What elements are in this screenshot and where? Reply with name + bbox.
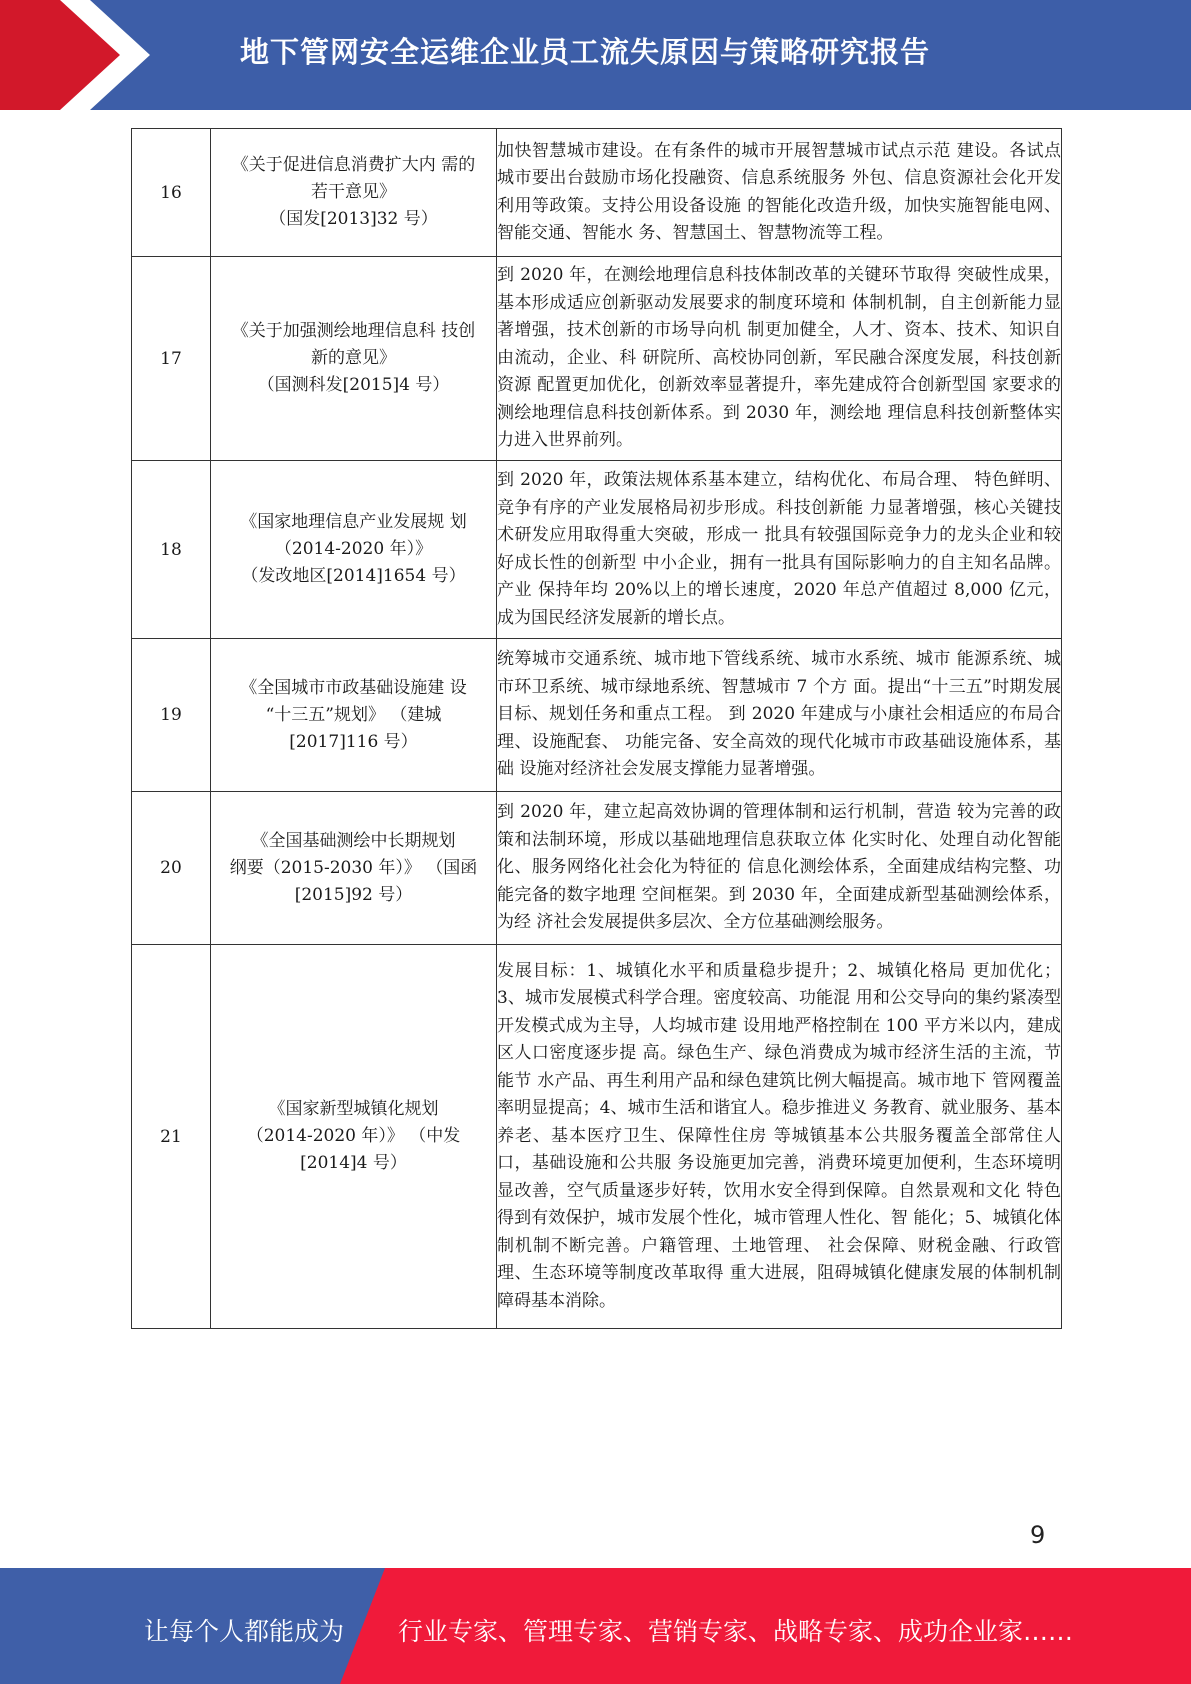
policy-content: 到 2020 年，在测绘地理信息科技体制改革的关键环节取得 突破性成果，基本形成适应创新驱动发展要求的制度环境和 体制机制，自主创新能力显著增强，技术创新的市场导向机 制更加健全，人才、资本、技术、知识自由流动，企业、科 研院所、高校协同创新，军民融合深度发展，科技创新资源 配置更加优化，创新效率显著提升，率先建成符合创新型国 家要求的测绘地理信息科技创新体系。到 2030 年，测绘地 理信息科技创新整体实力进入世界前列。 (497, 257, 1062, 461)
table-row (132, 639, 1062, 792)
table-row (132, 945, 1062, 1329)
policy-document-name (211, 257, 497, 461)
document-name-line: （2014-2020 年）》 （中发 (246, 1126, 461, 1146)
policy-document-name (211, 945, 497, 1329)
footer-slogan-left: 让每个人都能成为 (144, 1617, 345, 1646)
document-name-line: 《关于促进信息消费扩大内 需的 (231, 155, 476, 175)
policy-content: 加快智慧城市建设。在有条件的城市开展智慧城市试点示范 建设。各试点城市要出台鼓励市场化投融资、信息系统服务 外包、信息资源社会化开发利用等政策。支持公用设备设施 的智能化改造升级，加快实施智能电网、智能交通、智能水 务、智慧国土、智慧物流等工程。 (497, 129, 1062, 257)
document-name-line: [2014]4 号） (300, 1153, 407, 1173)
policy-content: 到 2020 年，建立起高效协调的管理体制和运行机制，营造 较为完善的政策和法制环境，形成以基础地理信息获取立体 化实时化、处理自动化智能化、服务网络化社会化为特征的 信息化测绘体系，全面建成结构完整、功能完备的数字地理 空间框架。到 2030 年，全面建成新型基础测绘体系，为经 济社会发展提供多层次、全方位基础测绘服务。 (497, 792, 1062, 945)
document-name-line: （国发[2013]32 号） (269, 209, 438, 229)
policy-document-name (211, 639, 497, 792)
policy-content: 统筹城市交通系统、城市地下管线系统、城市水系统、城市 能源系统、城市环卫系统、城市绿地系统、智慧城市 7 个方 面。提出“十三五”时期发展目标、规划任务和重点工程。 到 2020 年建成与小康社会相适应的布局合理、设施配套、 功能完备、安全高效的现代化城市市政基础设施体系，基础 设施对经济社会发展支撑能力显著增强。 (497, 639, 1062, 792)
page-header (0, 0, 1191, 110)
row-number: 21 (132, 945, 211, 1329)
document-name-line: 《关于加强测绘地理信息科 技创 (231, 321, 476, 341)
footer-slogan-right: 行业专家、管理专家、营销专家、战略专家、成功企业家…… (398, 1617, 1074, 1646)
table-row (132, 792, 1062, 945)
report-title: 地下管网安全运维企业员工流失原因与策略研究报告 (240, 35, 931, 69)
row-number: 16 (132, 129, 211, 257)
document-name-line: （发改地区[2014]1654 号） (241, 566, 466, 586)
document-name-line: 《全国基础测绘中长期规划 (251, 830, 456, 851)
table-row (132, 129, 1062, 257)
policy-document-name (211, 461, 497, 639)
document-name-line: [2017]116 号） (289, 731, 418, 752)
document-name-line: （国测科发[2015]4 号） (257, 375, 450, 395)
document-name-line: 新的意见》 (311, 348, 396, 368)
row-number: 17 (132, 257, 211, 461)
row-number: 18 (132, 461, 211, 639)
policy-document-name (211, 792, 497, 945)
document-name-line: “十三五”规划》 （建城 (265, 704, 442, 725)
policy-table (131, 128, 1062, 1329)
policy-document-name (211, 129, 497, 257)
document-name-line: 《国家地理信息产业发展规 划 (240, 512, 467, 532)
table-row (132, 257, 1062, 461)
document-name-line: 若干意见》 (311, 182, 396, 202)
document-name-line: 纲要（2015-2030 年）》 （国函 (229, 857, 478, 878)
page-number: 9 (1030, 1521, 1046, 1549)
header-red-wedge (0, 0, 130, 110)
document-name-line: （2014-2020 年）》 (274, 539, 433, 559)
page-footer (0, 1568, 1191, 1684)
document-name-line: 《国家新型城镇化规划 (268, 1099, 439, 1119)
document-name-line: 《全国城市市政基础设施建 设 (240, 677, 467, 698)
table-row (132, 461, 1062, 639)
policy-table-body (132, 129, 1062, 1329)
row-number: 19 (132, 639, 211, 792)
document-name-line: [2015]92 号） (294, 884, 413, 905)
row-number: 20 (132, 792, 211, 945)
policy-content: 到 2020 年，政策法规体系基本建立，结构优化、布局合理、 特色鲜明、竞争有序的产业发展格局初步形成。科技创新能 力显著增强，核心关键技术研发应用取得重大突破，形成一 批具有较强国际竞争力的龙头企业和较好成长性的创新型 中小企业，拥有一批具有国际影响力的自主知名品牌。产业 保持年均 20%以上的增长速度，2020 年总产值超过 8,000 亿元，成为国民经济发展新的增长点。 (497, 461, 1062, 639)
policy-content: 发展目标：1、城镇化水平和质量稳步提升；2、城镇化格局 更加优化；3、城市发展模式科学合理。密度较高、功能混 用和公交导向的集约紧凑型开发模式成为主导，人均城市建 设用地严格控制在 100 平方米以内，建成区人口密度逐步提 高。绿色生产、绿色消费成为城市经济生活的主流，节能节 水产品、再生利用产品和绿色建筑比例大幅提高。城市地下 管网覆盖率明显提高；4、城市生活和谐宜人。稳步推进义 务教育、就业服务、基本养老、基本医疗卫生、保障性住房 等城镇基本公共服务覆盖全部常住人口，基础设施和公共服 务设施更加完善，消费环境更加便利，生态环境明显改善，空气质量逐步好转，饮用水安全得到保障。自然景观和文化 特色得到有效保护，城市发展个性化，城市管理人性化、智 能化；5、城镇化体制机制不断完善。户籍管理、土地管理、 社会保障、财税金融、行政管理、生态环境等制度改革取得 重大进展，阻碍城镇化健康发展的体制机制障碍基本消除。 (497, 945, 1062, 1329)
